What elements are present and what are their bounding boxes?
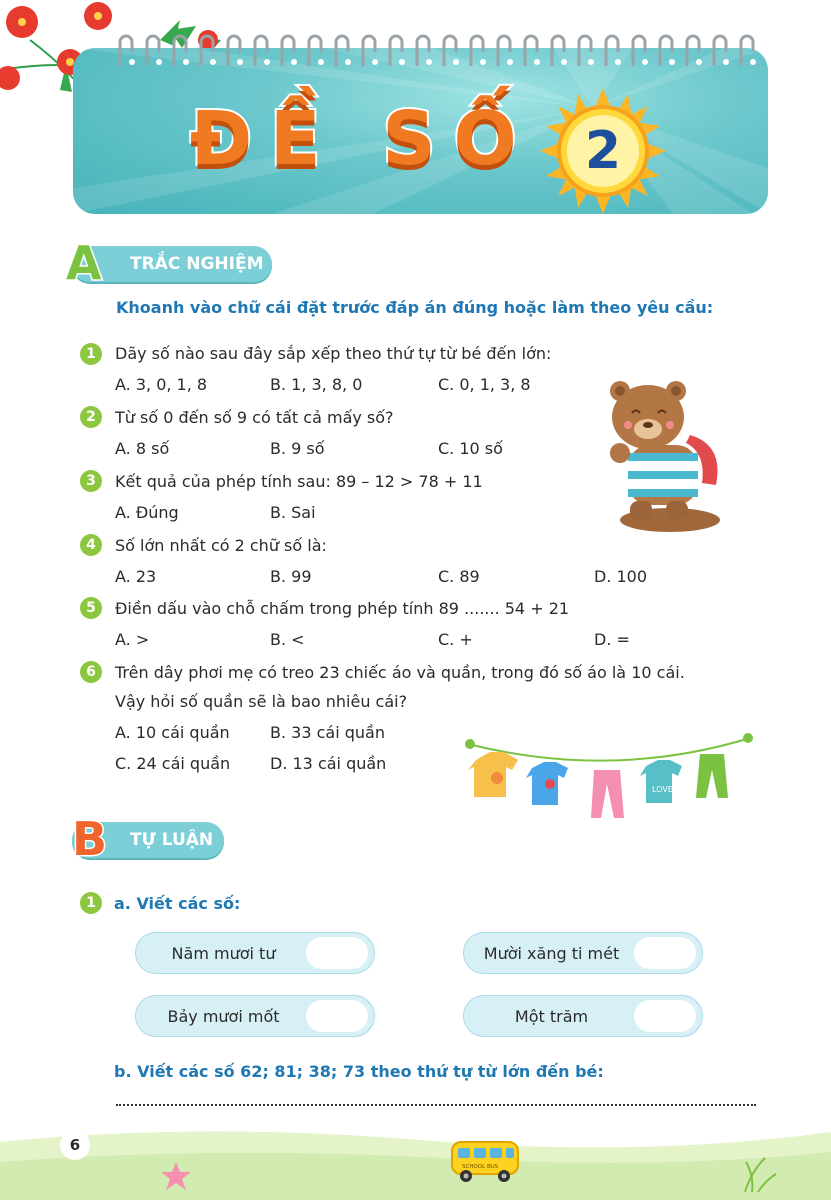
question-number: 1 (80, 343, 102, 365)
instruction-text: Khoanh vào chữ cái đặt trước đáp án đúng hoặc làm theo yêu cầu: (116, 298, 714, 317)
answer-option[interactable]: C. 89 (438, 567, 480, 586)
bear-illustration (600, 375, 725, 535)
answer-option[interactable]: A. 3, 0, 1, 8 (115, 375, 208, 394)
answer-option[interactable]: D. 100 (594, 567, 648, 586)
answer-option[interactable]: A. > (115, 630, 150, 649)
number-word-box (463, 932, 703, 974)
answer-option[interactable]: C. 10 số (438, 439, 503, 458)
shirt-text: LOVE (652, 785, 673, 794)
question-text: Dãy số nào sau đây sắp xếp theo thứ tự từ bé đến lớn: (115, 344, 552, 363)
answer-option[interactable]: A. Đúng (115, 503, 179, 522)
clothesline-illustration (462, 722, 757, 826)
number-word-box (463, 995, 703, 1037)
section-a-title: TRẮC NGHIỆM (130, 254, 264, 274)
answer-option[interactable]: A. 23 (115, 567, 157, 586)
sun-badge (540, 88, 666, 214)
section-a-letter: A (66, 236, 102, 290)
subquestion-b: b. Viết các số 62; 81; 38; 73 theo thứ tự từ lớn đến bé: (114, 1062, 604, 1081)
spiral-binding (110, 28, 780, 70)
number-word-box (135, 932, 375, 974)
answer-dotted-line[interactable] (116, 1092, 756, 1106)
answer-option[interactable]: B. 9 số (270, 439, 325, 458)
number-word-label: Mười xăng ti mét (483, 943, 620, 963)
question-number: 6 (80, 661, 102, 683)
number-word-label: Bảy mươi mốt (167, 1006, 280, 1026)
answer-option[interactable]: B. Sai (270, 503, 316, 522)
question-number: 3 (80, 470, 102, 492)
question-text: Điền dấu vào chỗ chấm trong phép tính 89 ....... 54 + 21 (115, 599, 570, 618)
answer-option[interactable]: B. 1, 3, 8, 0 (270, 375, 363, 394)
answer-option[interactable]: D. = (594, 630, 630, 649)
question-text: Số lớn nhất có 2 chữ số là: (115, 536, 327, 555)
subquestion-a: a. Viết các số: (114, 894, 241, 913)
answer-option[interactable]: B. < (270, 630, 305, 649)
question-number: 4 (80, 534, 102, 556)
question-text: Trên dây phơi mẹ có treo 23 chiếc áo và quần, trong đó số áo là 10 cái. (115, 663, 685, 682)
section-a-header (72, 246, 272, 282)
question-text: Từ số 0 đến số 9 có tất cả mấy số? (115, 408, 394, 427)
section-b-letter: B (72, 812, 108, 866)
grass-footer (0, 1112, 831, 1200)
answer-option[interactable]: B. 99 (270, 567, 312, 586)
answer-option[interactable]: B. 33 cái quần (270, 723, 385, 742)
answer-blank[interactable] (306, 1000, 368, 1032)
page-title: ĐỀ SỐ (190, 96, 535, 182)
school-bus-icon (448, 1138, 522, 1184)
question-text: Kết quả của phép tính sau: 89 – 12 > 78 + 11 (115, 472, 483, 491)
question-text-continued: Vậy hỏi số quần sẽ là bao nhiêu cái? (115, 692, 408, 711)
section-b-title: TỰ LUẬN (130, 830, 214, 850)
answer-blank[interactable] (634, 937, 696, 969)
number-word-label: Một trăm (514, 1006, 589, 1026)
answer-option[interactable]: A. 10 cái quần (115, 723, 230, 742)
number-word-label: Năm mươi tư (171, 943, 276, 963)
exam-number: 2 (584, 121, 622, 181)
answer-blank[interactable] (306, 937, 368, 969)
answer-option[interactable]: C. 0, 1, 3, 8 (438, 375, 531, 394)
question-number: 2 (80, 406, 102, 428)
answer-option[interactable]: D. 13 cái quần (270, 754, 387, 773)
answer-option[interactable]: C. + (438, 630, 473, 649)
number-word-box (135, 995, 375, 1037)
page-number: 6 (60, 1130, 90, 1160)
answer-option[interactable]: C. 24 cái quần (115, 754, 231, 773)
answer-option[interactable]: A. 8 số (115, 439, 170, 458)
answer-blank[interactable] (634, 1000, 696, 1032)
question-number: 1 (80, 892, 102, 914)
bus-label: SCHOOL BUS (462, 1164, 499, 1170)
question-number: 5 (80, 597, 102, 619)
